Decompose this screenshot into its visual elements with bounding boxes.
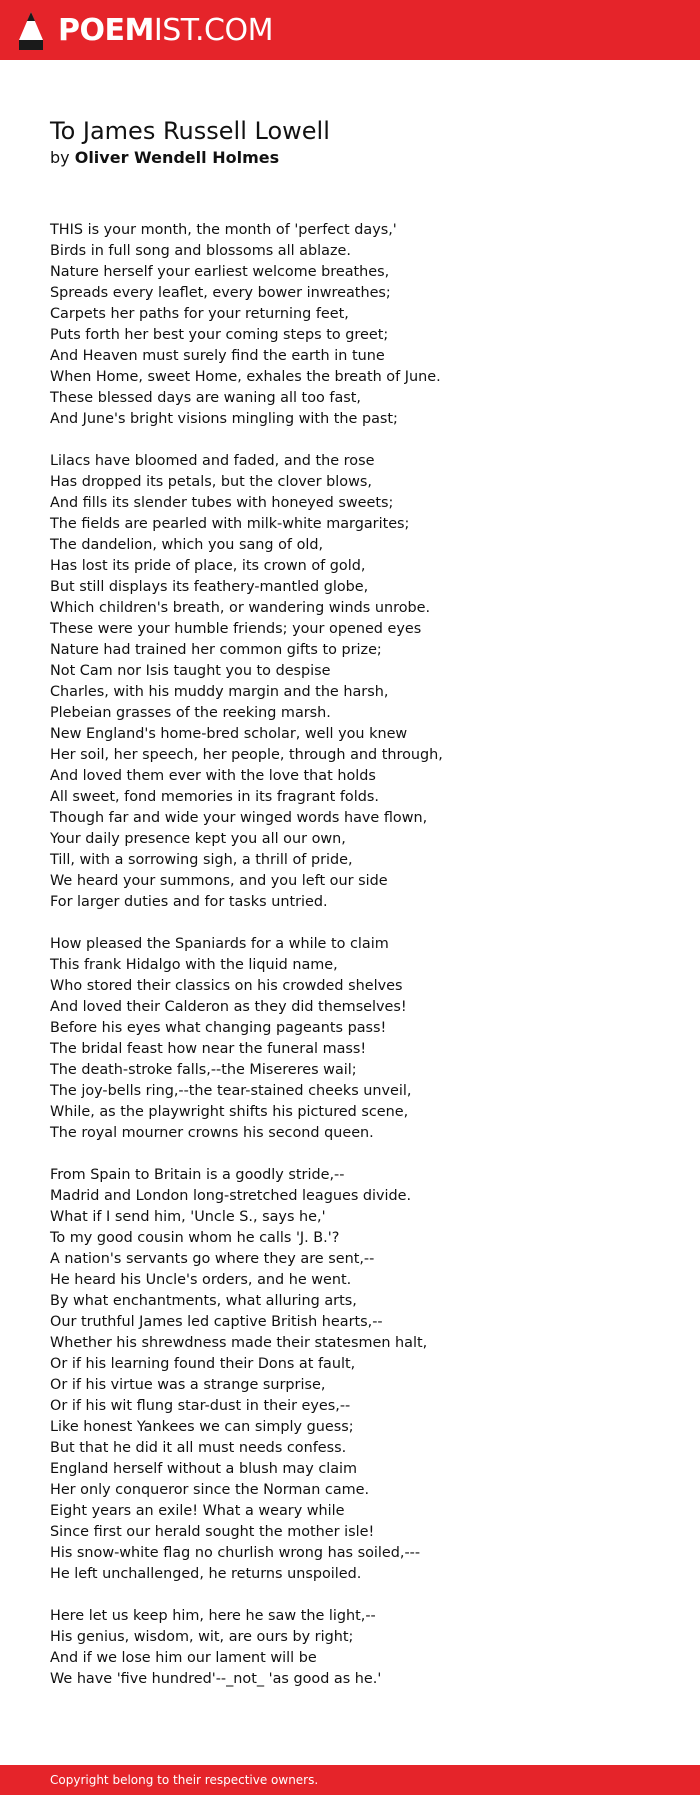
poem-line: He left unchallenged, he returns unspoiled. (50, 1566, 362, 1582)
poem-line: Or if his learning found their Dons at fault, (50, 1356, 356, 1372)
poem-title: To James Russell Lowell (50, 117, 330, 145)
poem-line: And June's bright visions mingling with the past; (50, 411, 398, 427)
poem-line: What if I send him, 'Uncle S., says he,' (50, 1209, 326, 1225)
poem-line: He heard his Uncle's orders, and he went. (50, 1272, 352, 1288)
poem-stanza (50, 1606, 670, 1690)
poem-line: For larger duties and for tasks untried. (50, 894, 328, 910)
poem-line: England herself without a blush may claim (50, 1461, 358, 1477)
poem-line: Though far and wide your winged words have flown, (50, 810, 428, 826)
poem-line: Puts forth her best your coming steps to greet; (50, 327, 389, 343)
poem-line: Has lost its pride of place, its crown of gold, (50, 558, 366, 574)
byline-label: by (50, 148, 70, 167)
poem-line: By what enchantments, what alluring arts, (50, 1293, 357, 1309)
poem-line: His genius, wisdom, wit, are ours by right; (50, 1629, 354, 1645)
poem-line: THIS is your month, the month of 'perfect days,' (50, 222, 397, 238)
poem-line: Till, with a sorrowing sigh, a thrill of pride, (50, 852, 353, 868)
brand-bold-text: POEM (58, 13, 154, 48)
poem-line: Birds in full song and blossoms all ablaze. (50, 243, 351, 259)
poem-line: Before his eyes what changing pageants pass! (50, 1020, 387, 1036)
poem-line: But still displays its feathery-mantled globe, (50, 579, 369, 595)
copyright-text: Copyright belong to their respective owners. (50, 1773, 319, 1787)
site-brand (58, 13, 273, 48)
poem-line: From Spain to Britain is a goodly stride,-- (50, 1167, 345, 1183)
poem-line: His snow-white flag no churlish wrong has soiled,--- (50, 1545, 421, 1561)
author-name: Oliver Wendell Holmes (74, 148, 280, 167)
poem-line: New England's home-bred scholar, well you knew (50, 726, 408, 742)
poem-stanza (50, 1165, 670, 1585)
poem-line: Here let us keep him, here he saw the light,-- (50, 1608, 376, 1624)
poem-line: Our truthful James led captive British hearts,-- (50, 1314, 383, 1330)
poem-line: Her soil, her speech, her people, through and through, (50, 747, 443, 763)
poem-line: Carpets her paths for your returning feet, (50, 306, 349, 322)
poem-article (50, 116, 670, 1711)
poem-stanza (50, 451, 670, 913)
poem-line: Nature had trained her common gifts to prize; (50, 642, 382, 658)
pencil-icon (16, 10, 46, 52)
poem-line: Since first our herald sought the mother isle! (50, 1524, 375, 1540)
poem-stanza (50, 934, 670, 1144)
poem-line: Or if his wit flung star-dust in their eyes,-- (50, 1398, 351, 1414)
poem-line: These were your humble friends; your opened eyes (50, 621, 422, 637)
poem-line: But that he did it all must needs confess. (50, 1440, 347, 1456)
poem-line: While, as the playwright shifts his pictured scene, (50, 1104, 409, 1120)
poem-line: The death-stroke falls,--the Misereres wail; (50, 1062, 357, 1078)
poem-line: Not Cam nor Isis taught you to despise (50, 663, 331, 679)
poem-line: We have 'five hundred'--_not_ 'as good as he.' (50, 1671, 382, 1687)
poem-line: We heard your summons, and you left our side (50, 873, 388, 889)
poem-stanza (50, 220, 670, 430)
poem-line: Her only conqueror since the Norman came. (50, 1482, 370, 1498)
poem-line: All sweet, fond memories in its fragrant folds. (50, 789, 379, 805)
poem-line: Spreads every leaflet, every bower inwreathes; (50, 285, 391, 301)
poem-line: Nature herself your earliest welcome breathes, (50, 264, 390, 280)
poem-line: The bridal feast how near the funeral mass! (50, 1041, 367, 1057)
poem-line: Or if his virtue was a strange surprise, (50, 1377, 326, 1393)
poem-line: And loved their Calderon as they did themselves! (50, 999, 407, 1015)
brand-light-text: IST.COM (153, 13, 273, 48)
poem-line: Who stored their classics on his crowded shelves (50, 978, 403, 994)
site-header (0, 0, 700, 60)
poem-line: Like honest Yankees we can simply guess; (50, 1419, 354, 1435)
poem-body (50, 220, 670, 1690)
poem-line: How pleased the Spaniards for a while to claim (50, 936, 389, 952)
poem-line: The fields are pearled with milk-white margarites; (50, 516, 410, 532)
poem-line: The royal mourner crowns his second queen. (50, 1125, 374, 1141)
poem-line: The joy-bells ring,--the tear-stained cheeks unveil, (50, 1083, 412, 1099)
poem-line: A nation's servants go where they are sent,-- (50, 1251, 375, 1267)
poem-line: Your daily presence kept you all our own, (50, 831, 346, 847)
poem-line: Eight years an exile! What a weary while (50, 1503, 345, 1519)
poem-line: When Home, sweet Home, exhales the breath of June. (50, 369, 441, 385)
poem-line: Charles, with his muddy margin and the harsh, (50, 684, 389, 700)
poem-line: And if we lose him our lament will be (50, 1650, 317, 1666)
poem-line: Has dropped its petals, but the clover blows, (50, 474, 372, 490)
poem-line: Whether his shrewdness made their statesmen halt, (50, 1335, 428, 1351)
poem-line: And fills its slender tubes with honeyed sweets; (50, 495, 394, 511)
poem-line: These blessed days are waning all too fast, (50, 390, 361, 406)
poem-byline (50, 148, 670, 168)
poem-line: Plebeian grasses of the reeking marsh. (50, 705, 331, 721)
poem-line: This frank Hidalgo with the liquid name, (50, 957, 338, 973)
poem-line: To my good cousin whom he calls 'J. B.'? (50, 1230, 340, 1246)
poem-line: And loved them ever with the love that holds (50, 768, 376, 784)
site-logo-link[interactable] (16, 10, 273, 52)
site-footer (0, 1765, 700, 1795)
poem-line: Which children's breath, or wandering winds unrobe. (50, 600, 431, 616)
poem-line: Lilacs have bloomed and faded, and the rose (50, 453, 375, 469)
poem-line: The dandelion, which you sang of old, (50, 537, 324, 553)
poem-line: And Heaven must surely find the earth in tune (50, 348, 385, 364)
poem-line: Madrid and London long-stretched leagues divide. (50, 1188, 412, 1204)
